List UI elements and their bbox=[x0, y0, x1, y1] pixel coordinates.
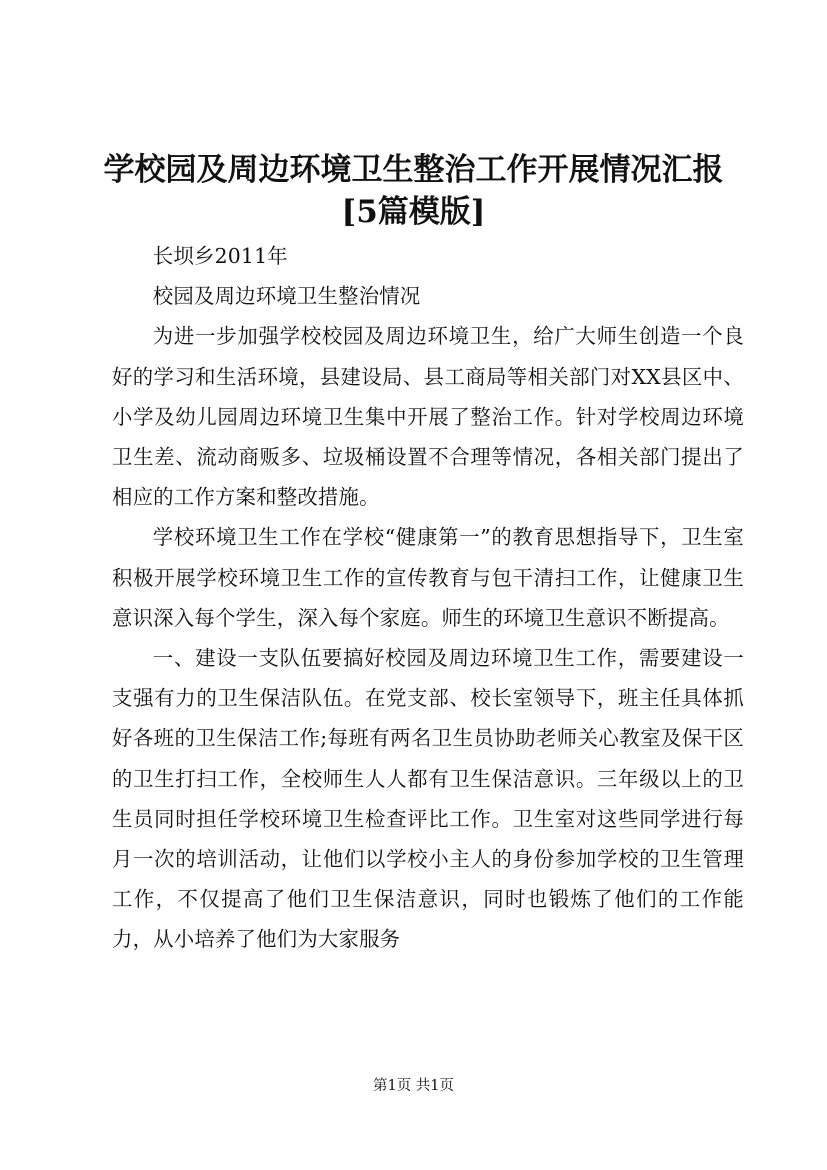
paragraph-subtitle: 校园及周边环境卫生整治情况 bbox=[152, 284, 421, 309]
document-title-line-1: 学校园及周边环境卫生整治工作开展情况汇报 bbox=[103, 152, 724, 188]
paragraph-location-year: 长坝乡2011年 bbox=[152, 244, 288, 268]
paragraph-team-building: 一、建设一支队伍要搞好校园及周边环境卫生工作，需要建设一支强有力的卫生保洁队伍。在党支部、校长室领导下，班主任具体抓好各班的卫生保洁工作;每班有两名卫生员协助老师关心教室及保干区的卫生打扫工作，全校师生人人都有卫生保洁意识。三年级以上的卫生员同时担任学校环境卫生检查评比工作。卫生室对这些同学进行每月一次的培训活动，让他们以学校小主人的身份参加学校的卫生管理工作，不仅提高了他们卫生保洁意识，同时也锻炼了他们的工作能力，从小培养了他们为大家服务 bbox=[112, 646, 744, 952]
document-title-line-2: [5篇模版] bbox=[341, 194, 486, 230]
document-body bbox=[112, 236, 744, 960]
page-footer: 第1页 共1页 bbox=[372, 1078, 455, 1094]
paragraph-intro: 为进一步加强学校校园及周边环境卫生，给广大师生创造一个良好的学习和生活环境，县建设局、县工商局等相关部门对XX县区中、小学及幼儿园周边环境卫生集中开展了整治工作。针对学校周边环境卫生差、流动商贩多、垃圾桶设置不合理等情况，各相关部门提出了相应的工作方案和整改措施。 bbox=[112, 324, 744, 510]
paragraph-health-first: 学校环境卫生工作在学校“健康第一”的教育思想指导下，卫生室积极开展学校环境卫生工作的宣传教育与包干清扫工作，让健康卫生意识深入每个学生，深入每个家庭。师生的环境卫生意识不断提高。 bbox=[112, 525, 744, 630]
